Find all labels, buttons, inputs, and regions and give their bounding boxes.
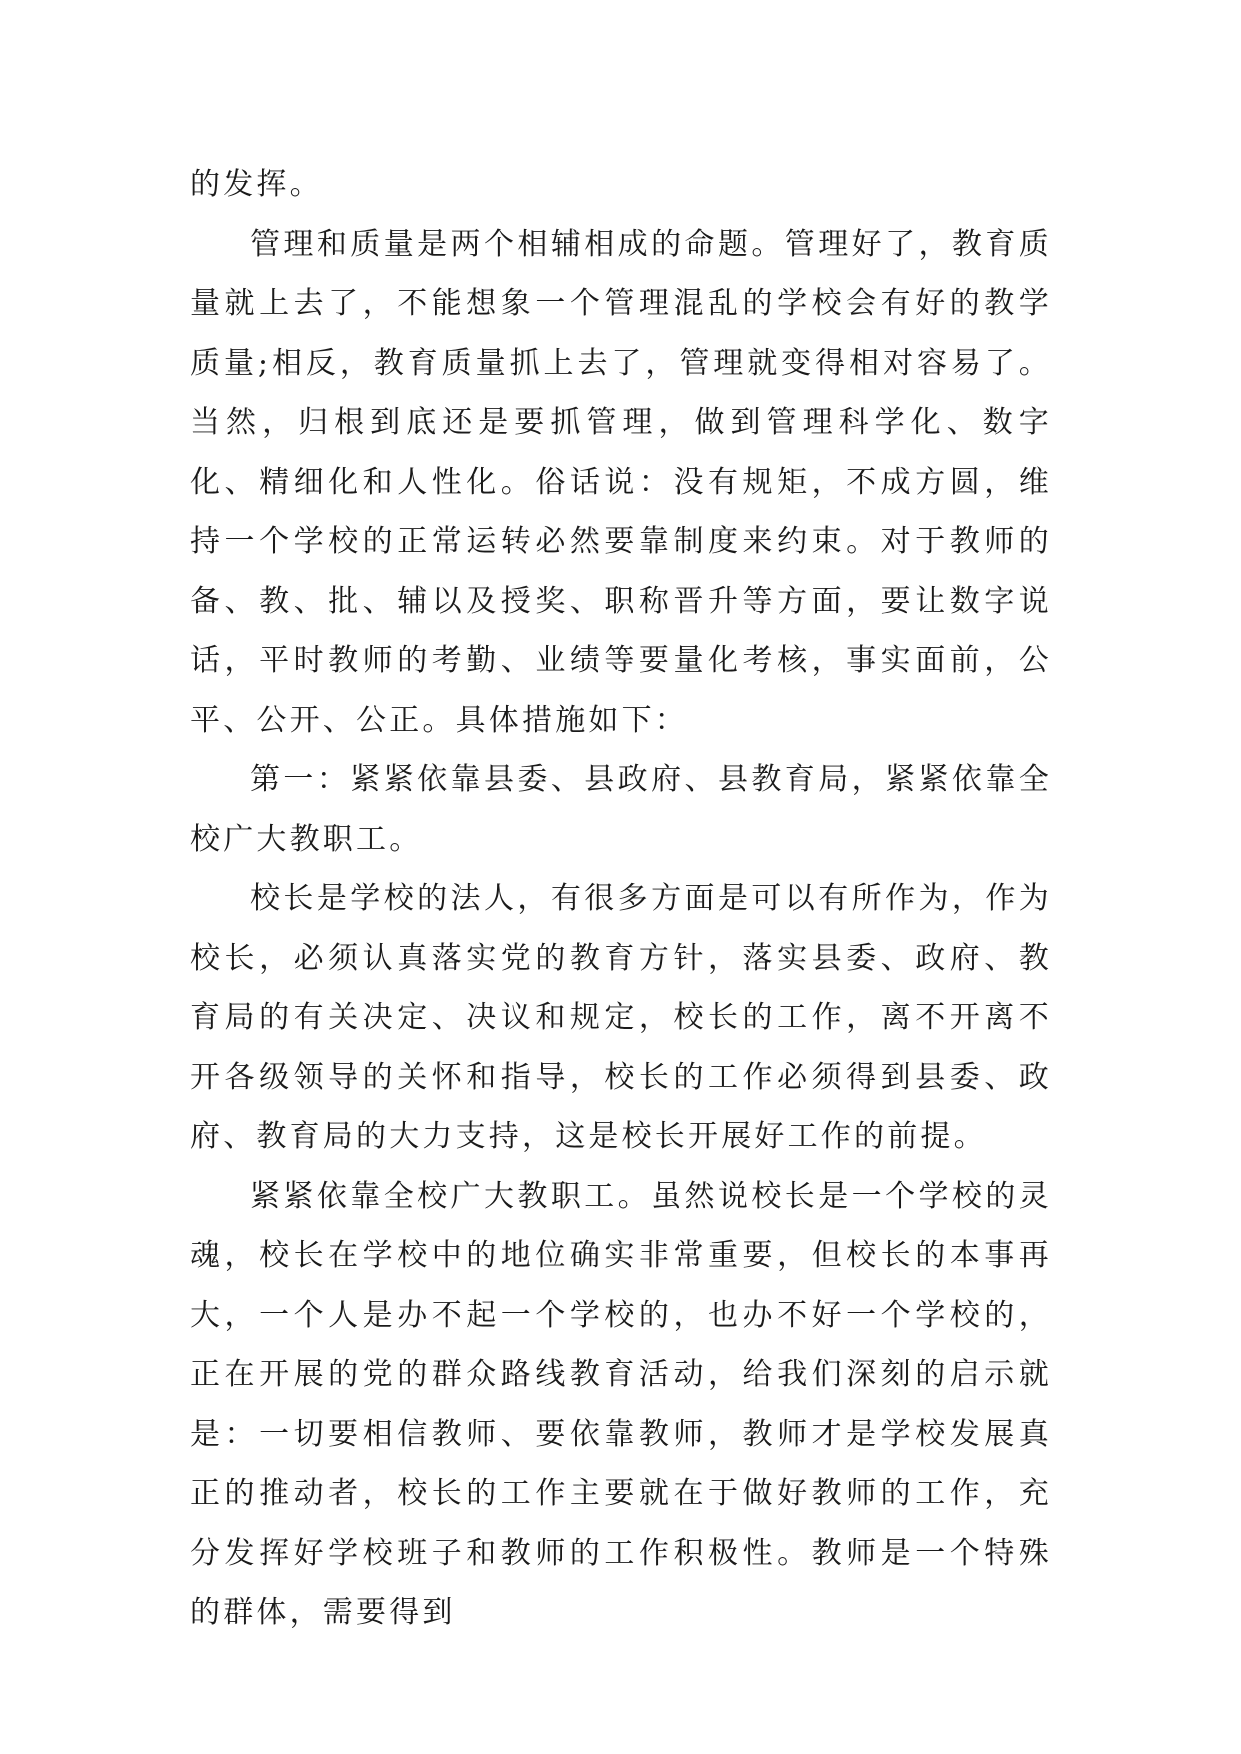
document-body <box>190 155 1052 1643</box>
paragraph-2: 管理和质量是两个相辅相成的命题。管理好了，教育质量就上去了，不能想象一个管理混乱的学校会有好的教学质量;相反，教育质量抓上去了，管理就变得相对容易了。当然，归根到底还是要抓管理，做到管理科学化、数字化、精细化和人性化。俗话说：没有规矩，不成方圆，维持一个学校的正常运转必然要靠制度来约束。对于教师的备、教、批、辅以及授奖、职称晋升等方面，要让数字说话，平时教师的考勤、业绩等要量化考核，事实面前，公平、公开、公正。具体措施如下： <box>190 226 1052 738</box>
paragraph-3: 第一：紧紧依靠县委、县政府、县教育局，紧紧依靠全校广大教职工。 <box>190 762 1052 857</box>
paragraph-1: 的发挥。 <box>190 167 323 202</box>
paragraph-5: 紧紧依靠全校广大教职工。虽然说校长是一个学校的灵魂，校长在学校中的地位确实非常重要，但校长的本事再大，一个人是办不起一个学校的，也办不好一个学校的，正在开展的党的群众路线教育活动，给我们深刻的启示就是：一切要相信教师、要依靠教师，教师才是学校发展真正的推动者，校长的工作主要就在于做好教师的工作，充分发挥好学校班子和教师的工作积极性。教师是一个特殊的群体，需要得到 <box>190 1178 1052 1630</box>
paragraph-4: 校长是学校的法人，有很多方面是可以有所作为，作为校长，必须认真落实党的教育方针，落实县委、政府、教育局的有关决定、决议和规定，校长的工作，离不开离不开各级领导的关怀和指导，校长的工作必须得到县委、政府、教育局的大力支持，这是校长开展好工作的前提。 <box>190 881 1052 1154</box>
